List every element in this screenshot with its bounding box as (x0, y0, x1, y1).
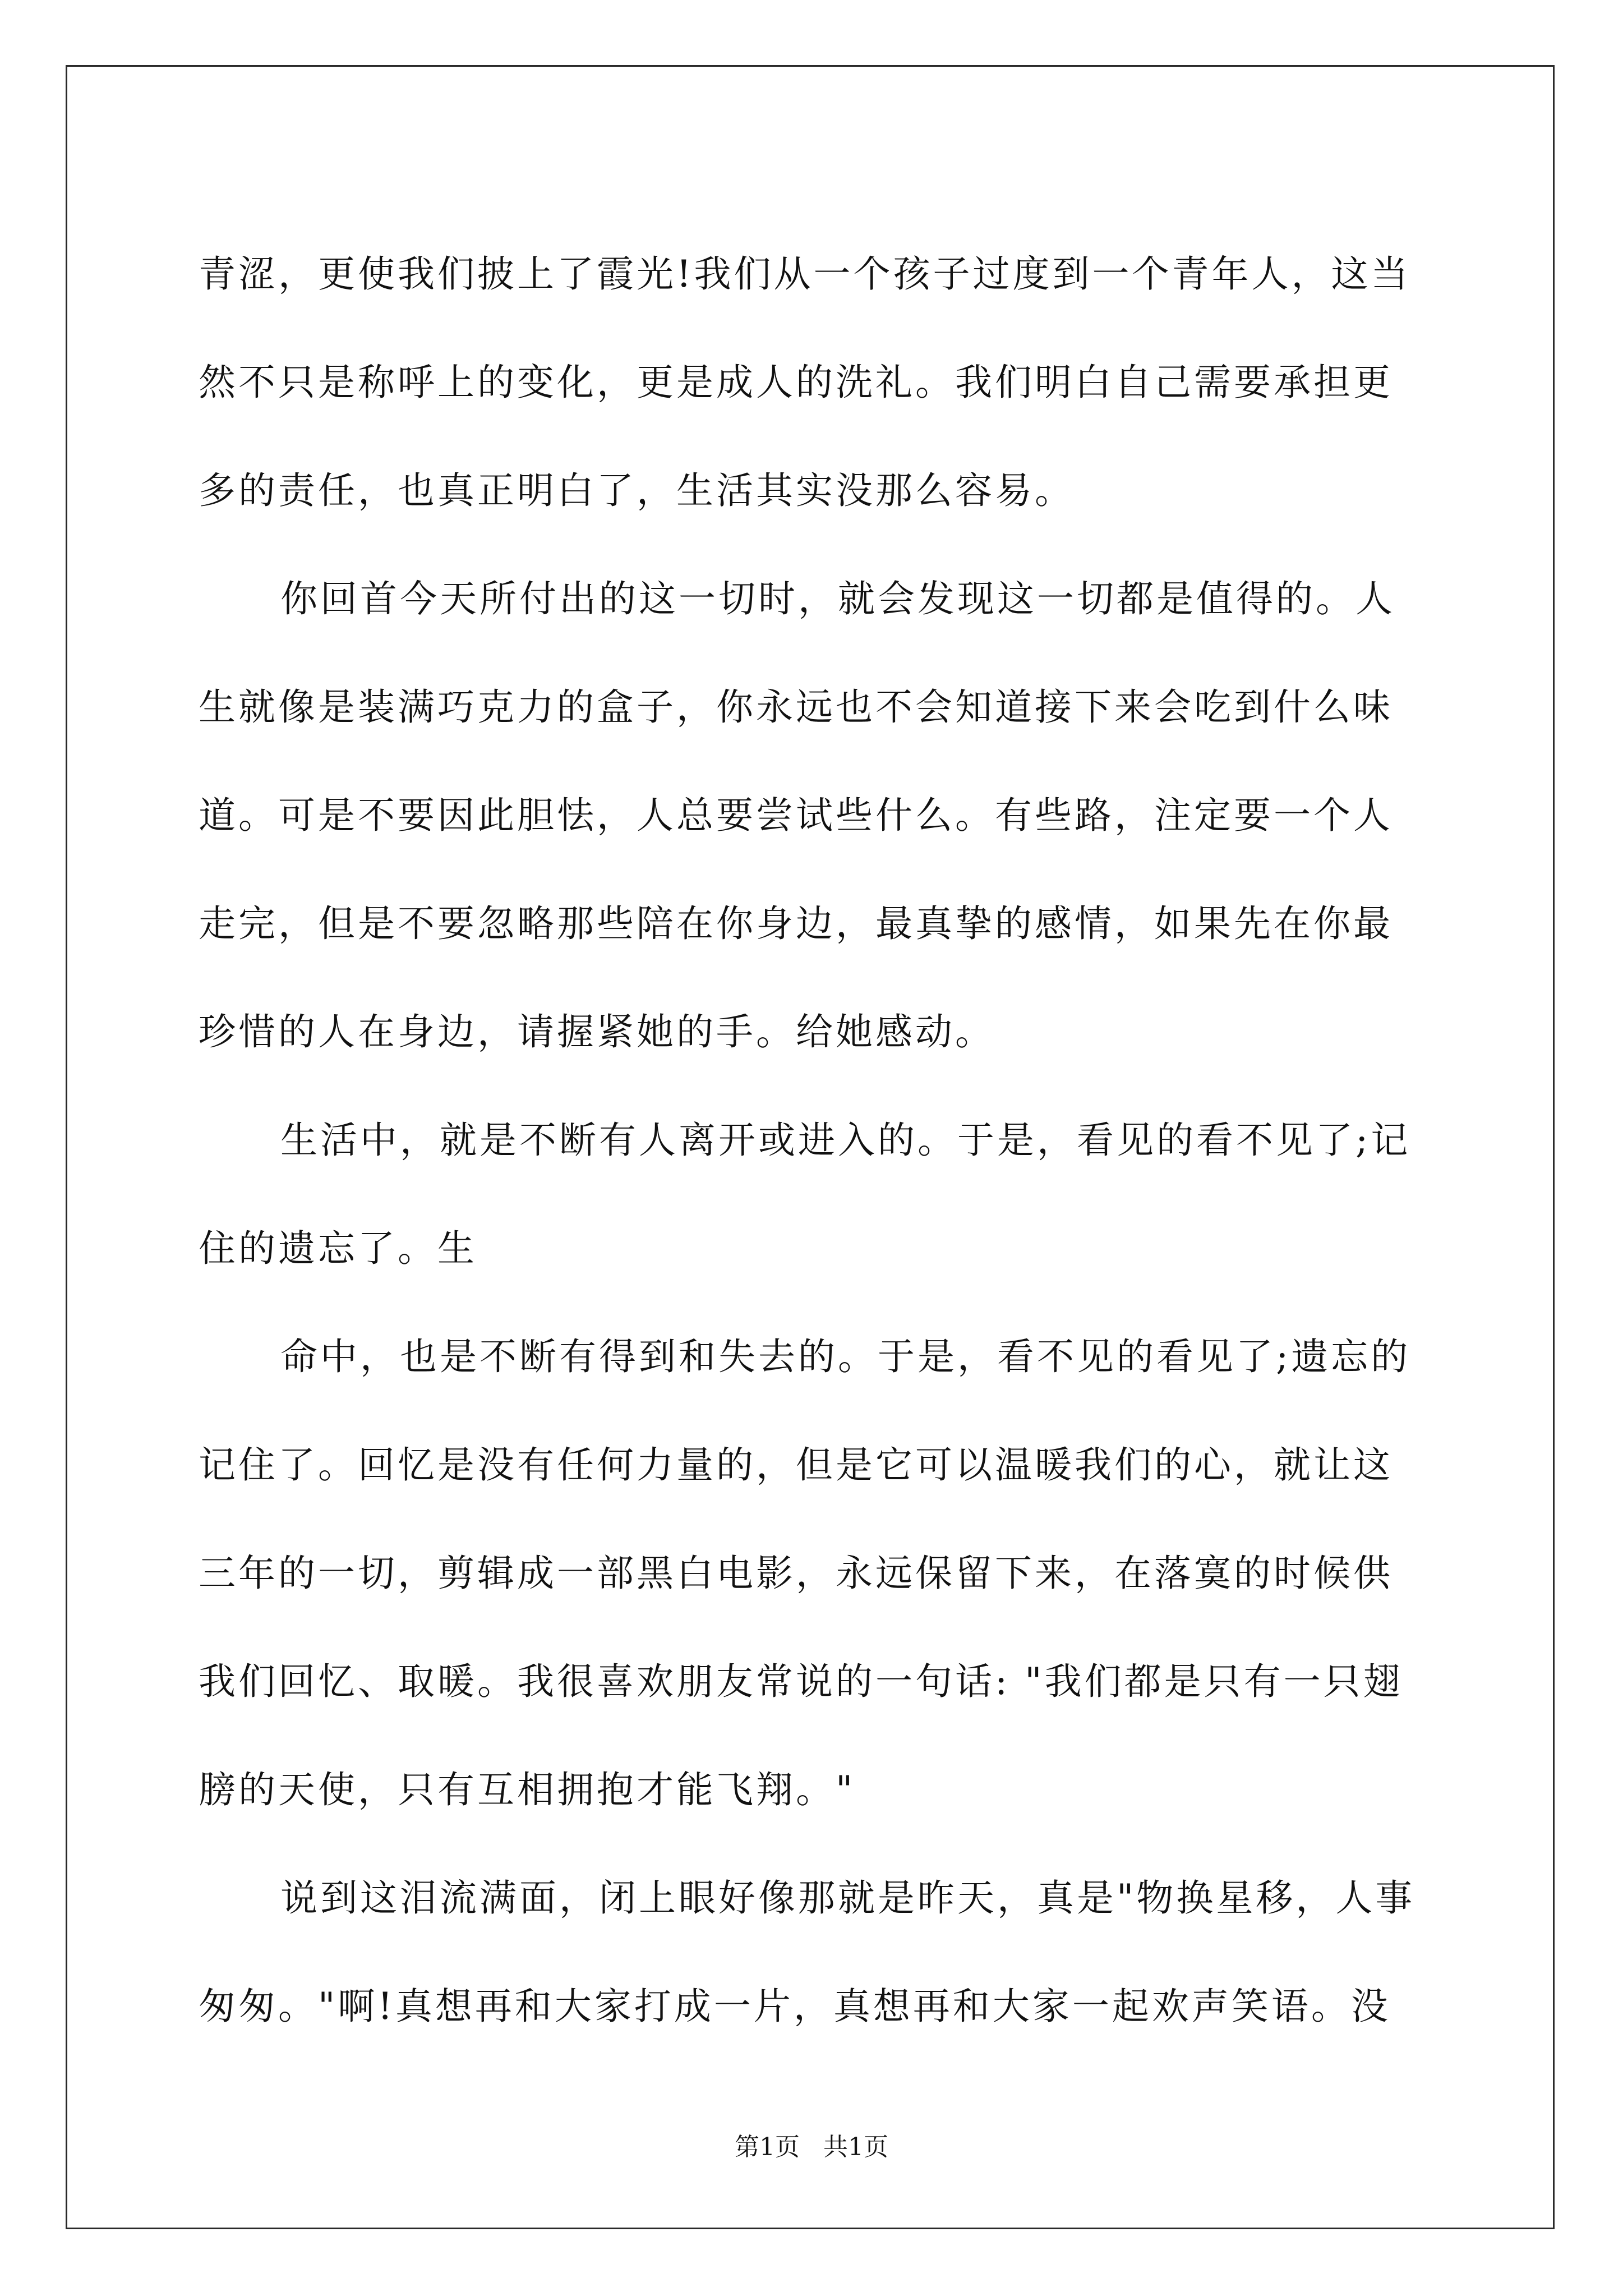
text-line: 你回首今天所付出的这一切时，就会发现这一切都是值得的。人 (280, 577, 1395, 620)
text-line: 青涩，更使我们披上了霞光!我们从一个孩子过度到一个青年人，这当 (199, 252, 1411, 296)
page-number-footer: 第1页 共1页 (735, 2133, 888, 2161)
text-line: 记住了。回忆是没有任何力量的，但是它可以温暖我们的心，就让这 (199, 1443, 1393, 1487)
text-line: 三年的一切，剪辑成一部黑白电影，永远保留下来，在落寞的时候供 (199, 1552, 1393, 1595)
text-line: 生就像是装满巧克力的盒子，你永远也不会知道接下来会吃到什么味 (199, 685, 1393, 729)
text-line: 膀的天使，只有互相拥抱才能飞翔。" (199, 1768, 856, 1811)
text-line: 珍惜的人在身边，请握紧她的手。给她感动。 (199, 1010, 995, 1053)
text-line: 匆匆。"啊!真想再和大家打成一片，真想再和大家一起欢声笑语。没 (199, 1985, 1391, 2028)
text-line: 然不只是称呼上的变化，更是成人的洗礼。我们明白自己需要承担更 (199, 361, 1393, 404)
text-line: 多的责任，也真正明白了，生活其实没那么容易。 (199, 469, 1075, 512)
text-line: 生活中，就是不断有人离开或进入的。于是，看见的看不见了;记 (280, 1119, 1411, 1162)
text-line: 道。可是不要因此胆怯，人总要尝试些什么。有些路，注定要一个人 (199, 794, 1393, 837)
document-body (199, 220, 1427, 2060)
text-line: 命中，也是不断有得到和失去的。于是，看不见的看见了;遗忘的 (280, 1335, 1411, 1378)
text-line: 走完，但是不要忽略那些陪在你身边，最真挚的感情，如果先在你最 (199, 902, 1393, 945)
text-line: 说到这泪流满面，闭上眼好像那就是昨天，真是"物换星移，人事 (280, 1876, 1415, 1920)
text-line: 我们回忆、取暖。我很喜欢朋友常说的一句话: "我们都是只有一只翅 (199, 1660, 1403, 1703)
text-line: 住的遗忘了。生 (199, 1227, 477, 1270)
